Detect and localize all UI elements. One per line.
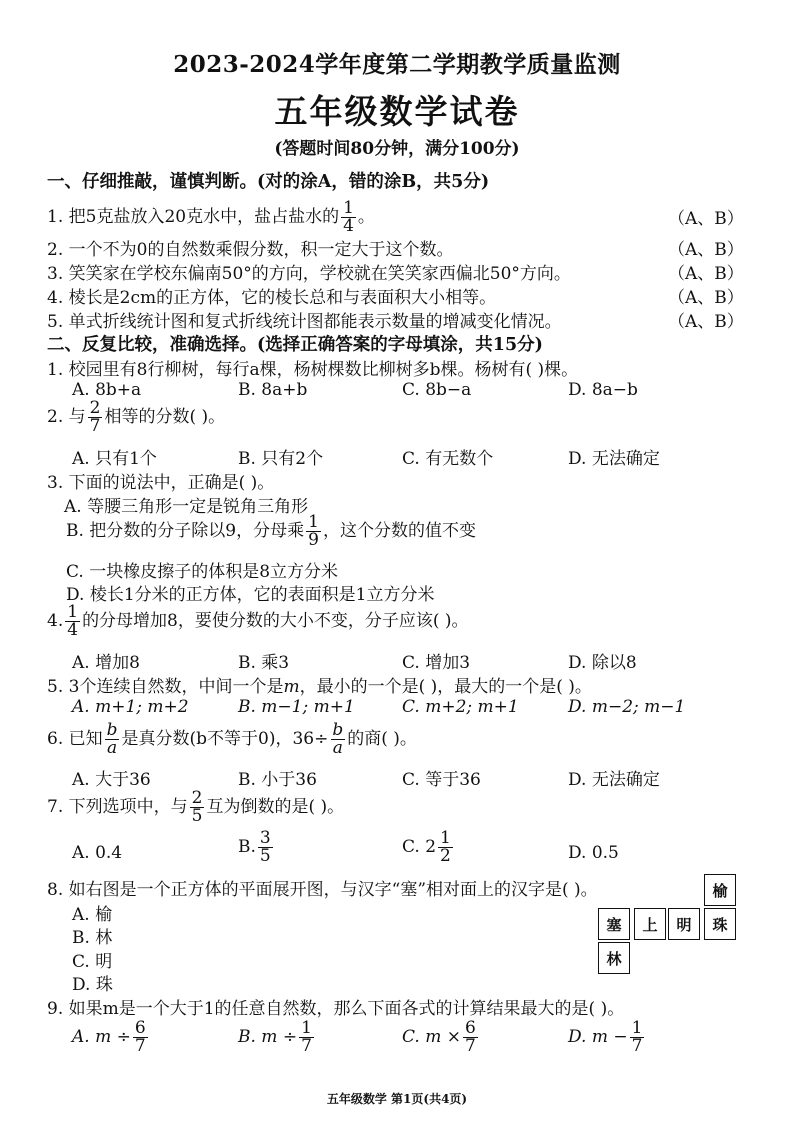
option-b: B. 把分数的分子除以9，分母乘 $\frac{1}{9}$ ，这个分数的值不变 xyxy=(66,512,476,550)
option-b: B. 林 xyxy=(72,928,113,948)
s2-q4: 4. $\frac{1}{4}$ 的分母增加8，要使分数的大小不变，分子应该( )。 xyxy=(47,602,469,640)
option-a: A. 榆 xyxy=(72,905,113,925)
fraction: $\frac{2}{7}$ xyxy=(89,398,101,436)
s1-q3: 3. 笑笑家在学校东偏南50°的方向，学校就在笑笑家西偏北50°方向。 xyxy=(47,264,571,284)
fraction: $\frac{6}{7}$ xyxy=(134,1018,146,1056)
option-b: B. m ÷ $\frac{1}{7}$ xyxy=(238,1018,312,1056)
fraction: $\frac{1}{7}$ xyxy=(631,1018,643,1056)
section2-heading: 二、反复比较，准确选择。(选择正确答案的字母填涂，共15分) xyxy=(47,335,543,355)
fraction: $\frac{1}{9}$ xyxy=(308,512,319,550)
fraction: $\frac{3}{5}$ xyxy=(259,828,271,866)
page-footer: 五年级数学 第1页(共4页) xyxy=(326,1092,468,1106)
s1-q4: 4. 棱长是2cm的正方体，它的棱长总和与表面积大小相等。 xyxy=(47,288,497,308)
net-face-yu: 榆 xyxy=(704,874,736,906)
s2-q6: 6. 已知 $\frac{b}{a}$ 是真分数(b不等于0)，36÷ $\frac{b}{a}$ 的商( )。 xyxy=(47,720,417,758)
s2-q2: 2. 与 $\frac{2}{7}$ 相等的分数( )。 xyxy=(47,398,226,436)
s2-q3: 3. 下面的说法中，正确是( )。 xyxy=(47,473,275,493)
answer-mark: （A、B） xyxy=(668,288,744,308)
answer-mark: （A、B） xyxy=(668,312,744,332)
answer-mark: （A、B） xyxy=(668,209,744,229)
s2-q1: 1. 校园里有8行柳树，每行a棵，杨树棵数比柳树多b棵。杨树有( )棵。 xyxy=(47,360,579,380)
option-c: C. 8b−a xyxy=(402,380,472,400)
net-face-sai: 塞 xyxy=(598,908,630,940)
net-face-shang: 上 xyxy=(634,908,666,940)
option-d: D. 8a−b xyxy=(568,380,638,400)
option-a: A. m ÷ $\frac{6}{7}$ xyxy=(72,1018,146,1056)
option-c: C. 有无数个 xyxy=(402,449,494,469)
option-c: C. m+2; m+1 xyxy=(402,697,519,717)
net-face-lin: 林 xyxy=(598,942,630,974)
s1-q5: 5. 单式折线统计图和复式折线统计图都能表示数量的增减变化情况。 xyxy=(47,312,562,332)
option-c: C. 2 $\frac{1}{2}$ xyxy=(402,828,451,866)
fraction: $\frac{1}{4}$ xyxy=(67,602,79,640)
s2-q7: 7. 下列选项中，与 $\frac{2}{5}$ 互为倒数的是( )。 xyxy=(47,788,345,826)
fraction: $\frac{6}{7}$ xyxy=(464,1018,476,1056)
net-face-ming: 明 xyxy=(668,908,700,940)
fraction: $\frac{b}{a}$ xyxy=(106,720,118,758)
option-c: C. m × $\frac{6}{7}$ xyxy=(402,1018,476,1056)
exam-title: 五年级数学试卷 xyxy=(274,92,520,131)
section1-heading: 一、仔细推敲，谨慎判断。(对的涂A，错的涂B，共5分) xyxy=(47,172,490,192)
option-a: A. 大于36 xyxy=(72,770,151,790)
option-d: D. 无法确定 xyxy=(568,770,660,790)
option-d: D. 珠 xyxy=(72,975,113,995)
fraction: $\frac{2}{5}$ xyxy=(191,788,203,826)
option-d: D. 0.5 xyxy=(568,843,619,863)
option-c: C. 增加3 xyxy=(402,653,471,673)
s2-q5: 5. 3个连续自然数，中间一个是m，最小的一个是( )，最大的一个是( )。 xyxy=(47,677,592,697)
net-face-zhu: 珠 xyxy=(704,908,736,940)
option-a: A. 增加8 xyxy=(72,653,140,673)
option-b: B. m−1; m+1 xyxy=(238,697,355,717)
option-a: A. m+1; m+2 xyxy=(72,697,189,717)
option-c: C. 等于36 xyxy=(402,770,481,790)
answer-mark: （A、B） xyxy=(668,264,744,284)
option-c: C. 一块橡皮擦子的体积是8立方分米 xyxy=(66,562,339,582)
option-c: C. 明 xyxy=(72,952,113,972)
fraction: $\frac{b}{a}$ xyxy=(332,720,344,758)
fraction: $\frac{1}{2}$ xyxy=(440,828,451,866)
option-b: B. 乘3 xyxy=(238,653,290,673)
option-b: B. 8a+b xyxy=(238,380,308,400)
fraction: $\frac{1}{7}$ xyxy=(301,1018,312,1056)
option-a: A. 0.4 xyxy=(72,843,123,863)
option-b: B. 只有2个 xyxy=(238,449,324,469)
exam-period: 2023-2024学年度第二学期教学质量监测 xyxy=(173,51,621,78)
answer-mark: （A、B） xyxy=(668,240,744,260)
option-a: A. 只有1个 xyxy=(72,449,157,469)
option-d: D. m − $\frac{1}{7}$ xyxy=(568,1018,643,1056)
s2-q9: 9. 如果m是一个大于1的任意自然数，那么下面各式的计算结果最大的是( )。 xyxy=(47,999,625,1019)
s1-q1: 1. 把5克盐放入20克水中，盐占盐水的 $\frac{1}{4}$ 。 xyxy=(47,198,375,236)
option-d: D. 除以8 xyxy=(568,653,637,673)
fraction: $\frac{1}{4}$ xyxy=(343,198,354,236)
option-d: D. 无法确定 xyxy=(568,449,660,469)
option-a: A. 等腰三角形一定是锐角三角形 xyxy=(64,497,309,517)
s2-q8: 8. 如右图是一个正方体的平面展开图，与汉字“塞”相对面上的汉字是( )。 xyxy=(47,880,598,900)
option-a: A. 8b+a xyxy=(72,380,142,400)
s1-q2: 2. 一个不为0的自然数乘假分数，积一定大于这个数。 xyxy=(47,240,454,260)
option-b: B. $\frac{3}{5}$ xyxy=(238,828,271,866)
exam-subtitle: (答题时间80分钟，满分100分) xyxy=(274,139,520,159)
option-d: D. m−2; m−1 xyxy=(568,697,686,717)
option-d: D. 棱长1分米的正方体，它的表面积是1立方分米 xyxy=(66,585,435,605)
option-b: B. 小于36 xyxy=(238,770,317,790)
